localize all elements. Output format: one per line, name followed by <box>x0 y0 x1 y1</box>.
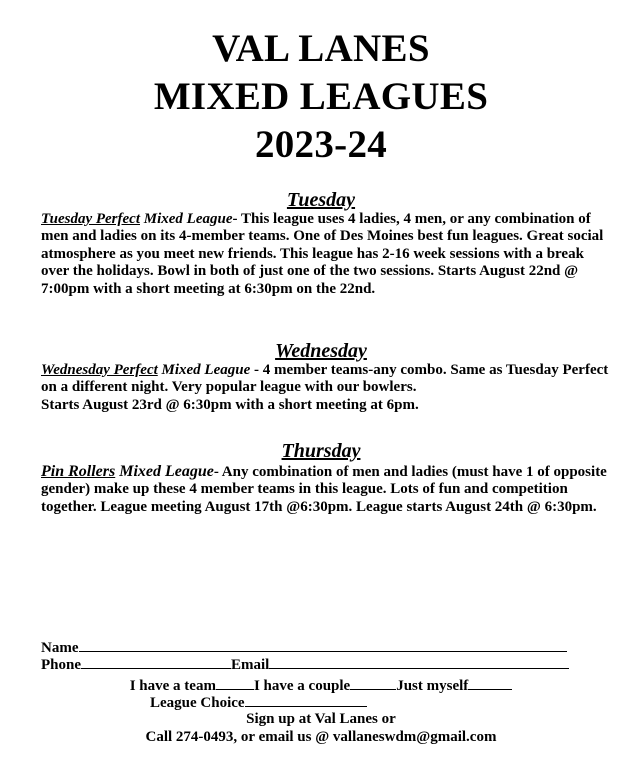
wednesday-league-text: - 4 member teams-any combo. Same as Tuesday Perfect on a different night. Very popular league with our bowlers. <box>41 362 609 396</box>
league-choice-field[interactable] <box>245 693 367 707</box>
have-team-field[interactable] <box>216 676 254 690</box>
name-label: Name <box>41 640 79 656</box>
contact-line: Call 274-0493, or email us @ vallaneswdm@gmail.com <box>145 729 497 745</box>
signup-line: Sign up at Val Lanes or <box>246 711 396 727</box>
league-choice-row <box>150 693 642 713</box>
email-label: Email <box>231 657 270 673</box>
league-choice-label: League Choice <box>150 695 245 711</box>
email-field[interactable] <box>269 655 569 669</box>
wednesday-heading: Wednesday <box>275 340 367 362</box>
thursday-description <box>41 463 611 516</box>
title-line-1: VAL LANES <box>212 27 430 70</box>
title-line-3: 2023-24 <box>254 123 388 166</box>
thursday-heading: Thursday <box>281 440 361 462</box>
phone-row <box>41 655 601 675</box>
have-couple-field[interactable] <box>350 676 396 690</box>
thursday-league-name-underlined: Pin Rollers <box>41 463 116 480</box>
have-couple-label: I have a couple <box>253 678 351 694</box>
tuesday-league-name-underlined: Tuesday Perfect <box>41 211 140 227</box>
tuesday-league-name <box>41 211 232 227</box>
phone-field[interactable] <box>81 655 231 669</box>
thursday-league-name <box>41 463 214 480</box>
wednesday-league-name-rest: Mixed League <box>157 362 251 378</box>
tuesday-league-text: - This league uses 4 ladies, 4 men, or any combination of men and ladies on its 4-member teams. One of Des Moines best fun leagues. Great social atmosphere as you meet new friends. This league has 2-16 week sessions with a break over the holidays. Bowl in both of just one of the two sessions. Starts August 22nd @ 7:00pm with a short meeting at 6:30pm on the 22nd. <box>41 211 604 297</box>
wednesday-league-name <box>41 362 250 378</box>
wednesday-start-line: Starts August 23rd @ 6:30pm with a short meeting at 6pm. <box>41 396 419 413</box>
just-myself-label: Just myself <box>396 678 469 694</box>
phone-label: Phone <box>41 657 82 673</box>
tuesday-heading: Tuesday <box>286 189 356 211</box>
title-line-2: MIXED LEAGUES <box>153 75 489 118</box>
name-field[interactable] <box>79 638 567 652</box>
tuesday-league-name-rest: Mixed League <box>140 211 233 227</box>
thursday-league-text: - Any combination of men and ladies (must have 1 of opposite gender) make up these 4 member teams in this league. Lots of fun and competition together. League meeting August 17th @6:30pm. League starts August 24th @ 6:30pm. <box>41 464 607 515</box>
wednesday-league-name-underlined: Wednesday Perfect <box>41 362 158 378</box>
thursday-league-name-rest: Mixed League <box>115 463 214 480</box>
wednesday-paragraph <box>41 362 611 397</box>
have-team-label: I have a team <box>129 678 216 694</box>
wednesday-description <box>41 362 611 414</box>
tuesday-description <box>41 211 611 298</box>
just-myself-field[interactable] <box>468 676 512 690</box>
